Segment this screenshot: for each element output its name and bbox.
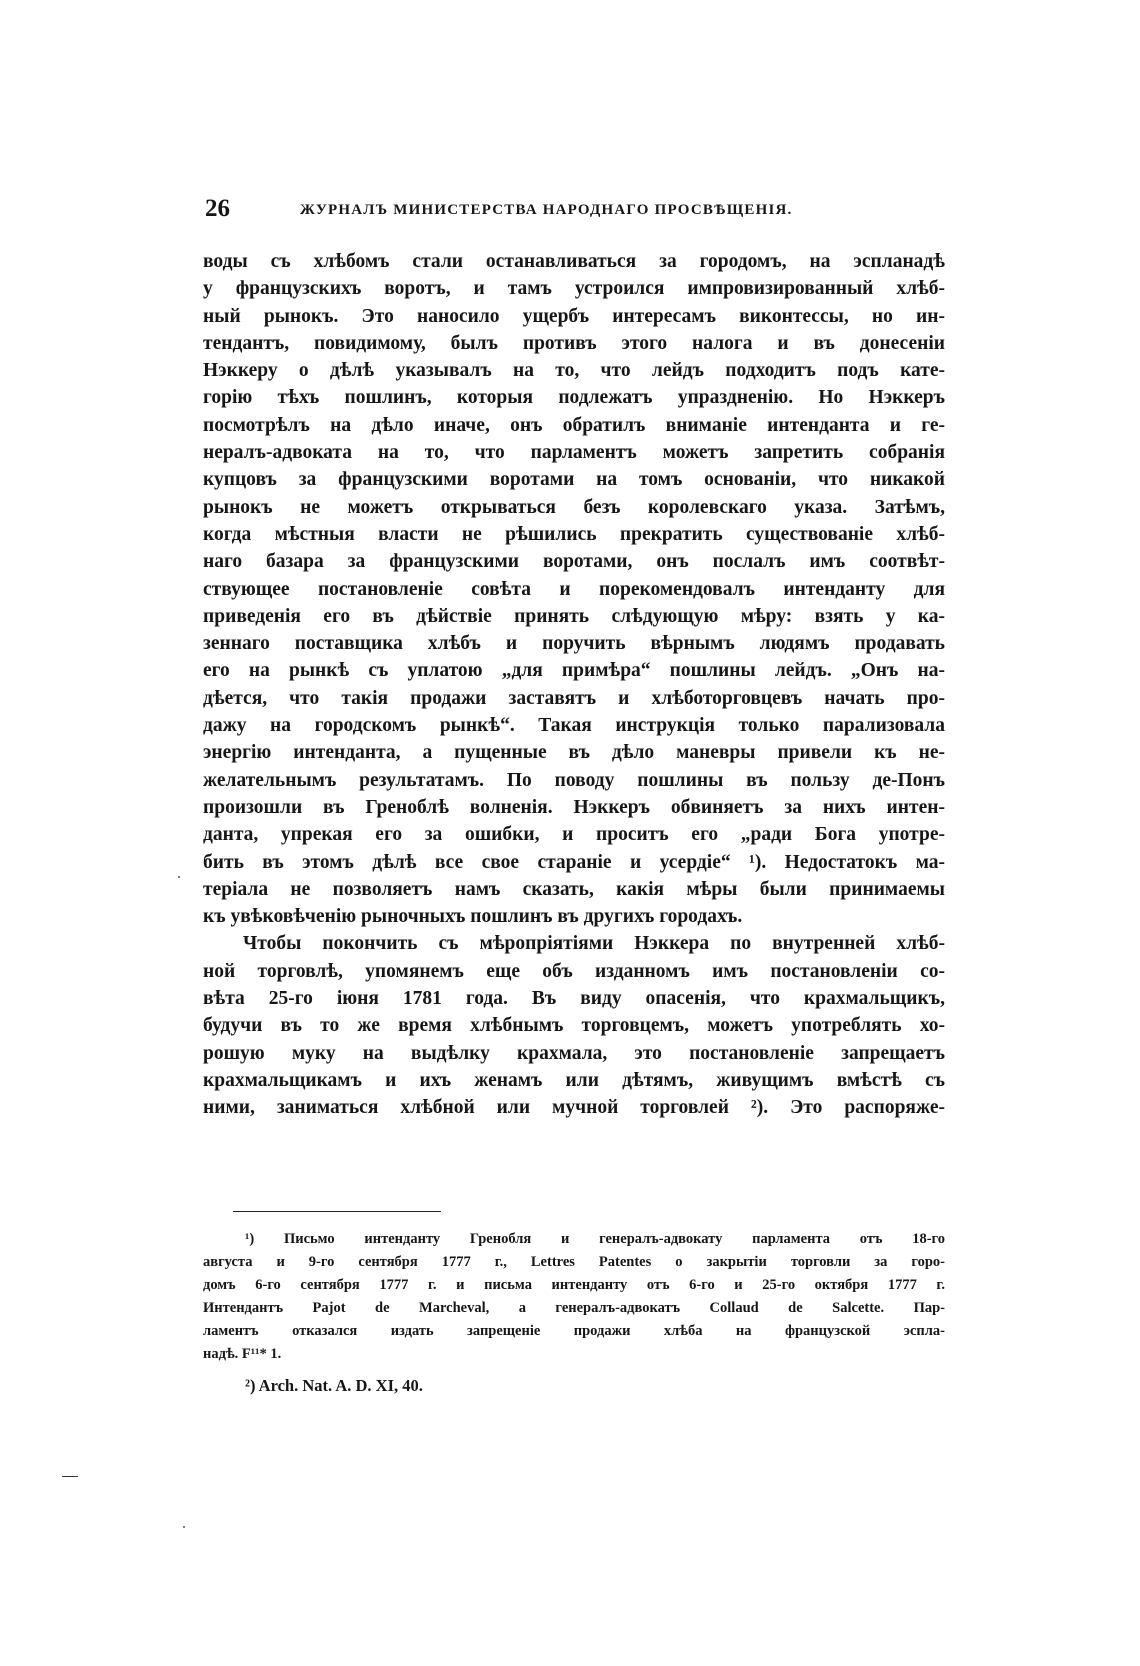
body-line: ный рынокъ. Это наносило ущербъ интересамъ виконтессы, но ин- (203, 305, 945, 327)
body-line: воды съ хлѣбомъ стали останавливаться за городомъ, на эспланадѣ (203, 251, 945, 272)
footnotes (203, 1228, 945, 1397)
footnote-line: Интендантъ Pajot de Marcheval, а генералъ-адвокатъ Collaud de Salcette. Пар- (203, 1300, 945, 1316)
body-line: его на рынкѣ съ уплатою „для примѣра“ пошлины лейдъ. „Онъ на- (203, 660, 945, 682)
body-line: ствующее постановленіе совѣта и порекомендовалъ интенданту для (203, 578, 945, 600)
footnote-separator (233, 1211, 441, 1212)
body-line: вѣта 25-го іюня 1781 года. Въ виду опасенія, что крахмальщикъ, (203, 988, 945, 1010)
body-line: посмотрѣлъ на дѣло иначе, онъ обратилъ вниманіе интенданта и ге- (203, 414, 945, 436)
body-line: горію тѣхъ пошлинъ, которыя подлежатъ упраздненію. Но Нэккеръ (203, 387, 945, 409)
body-line: теріала не позволяетъ намъ сказать, какія мѣры были принимаемы (203, 878, 945, 900)
body-line: данта, упрекая его за ошибки, и проситъ его „ради Бога употре- (203, 824, 945, 846)
body-line: у французскихъ воротъ, и тамъ устроился импровизированный хлѣб- (203, 278, 945, 300)
body-text (203, 248, 945, 1122)
scan-speck (183, 1526, 185, 1528)
body-line: рынокъ не можетъ открываться безъ королевскаго указа. Затѣмъ, (203, 496, 945, 518)
body-line: будучи въ то же время хлѣбнымъ торговцемъ, можетъ употреблять хо- (203, 1015, 945, 1037)
body-line: желательнымъ результатамъ. По поводу пошлины въ пользу де-Понъ (203, 769, 945, 791)
footnote-line: домъ 6-го сентября 1777 г. и письма интенданту отъ 6-го и 25-го октября 1777 г. (203, 1277, 945, 1293)
body-line: бить въ этомъ дѣлѣ все свое стараніе и усердіе“ ¹). Недостатокъ ма- (203, 851, 945, 873)
footnote-2: ²) Arch. Nat. A. D. XI, 40. (245, 1376, 423, 1395)
body-line: крахмальщикамъ и ихъ женамъ или дѣтямъ, живущимъ вмѣстѣ съ (203, 1069, 945, 1091)
running-title: ЖУРНАЛЪ МИНИСТЕРСТВА НАРОДНАГО ПРОСВѢЩЕНІЯ. (300, 202, 793, 218)
body-line: нералъ-адвоката на то, что парламентъ можетъ запретить собранія (203, 442, 945, 464)
body-line: произошли въ Греноблѣ волненія. Нэккеръ обвиняетъ за нихъ интен- (203, 796, 945, 818)
body-line: дажу на городскомъ рынкѣ“. Такая инструкція только парализовала (203, 715, 945, 737)
scan-speck (178, 876, 180, 878)
body-line: тендантъ, повидимому, былъ противъ этого налога и въ донесеніи (203, 332, 945, 354)
footnote-line: ¹) Письмо интенданту Гренобля и генералъ-адвокату парламента отъ 18-го (245, 1231, 945, 1247)
footnote-line: надѣ. F¹¹* 1. (203, 1346, 282, 1362)
body-line: ними, заниматься хлѣбной или мучной торговлей ²). Это распоряже- (203, 1097, 945, 1119)
body-line: когда мѣстныя власти не рѣшились прекратить существованіе хлѣб- (203, 523, 945, 545)
body-line: къ увѣковѣченію рыночныхъ пошлинъ въ другихъ городахъ. (203, 906, 743, 928)
footnote-line: ламентъ отказался издать запрещеніе продажи хлѣба на французской эспла- (203, 1323, 945, 1339)
body-line: Нэккеру о дѣлѣ указывалъ на то, что лейдъ подходитъ подъ кате- (203, 360, 945, 382)
body-line: купцовъ за французскими воротами на томъ основаніи, что никакой (203, 469, 945, 491)
body-line: ной торговлѣ, упомянемъ еще объ изданномъ имъ постановленіи со- (203, 960, 945, 982)
footnote-line: августа и 9-го сентября 1777 г., Lettres Patentes о закрытіи торговли за горо- (203, 1254, 945, 1270)
body-line: рошую муку на выдѣлку крахмала, это постановленіе запрещаетъ (203, 1042, 945, 1064)
body-line: зеннаго поставщика хлѣбъ и поручить вѣрнымъ людямъ продавать (203, 633, 945, 655)
page-number: 26 (205, 195, 230, 222)
margin-mark (62, 1476, 78, 1477)
body-line: дѣется, что такія продажи заставятъ и хлѣботорговцевъ начать про- (203, 687, 945, 709)
body-line: энергію интенданта, а пущенные въ дѣло маневры привели къ не- (203, 742, 945, 764)
page-header (205, 196, 945, 228)
body-line: приведенія его въ дѣйствіе принять слѣдующую мѣру: взять у ка- (203, 605, 945, 627)
body-line: наго базара за французскими воротами, онъ послалъ имъ соотвѣт- (203, 551, 945, 573)
body-line: Чтобы покончить съ мѣропріятіями Нэккера по внутренней хлѣб- (243, 933, 945, 955)
